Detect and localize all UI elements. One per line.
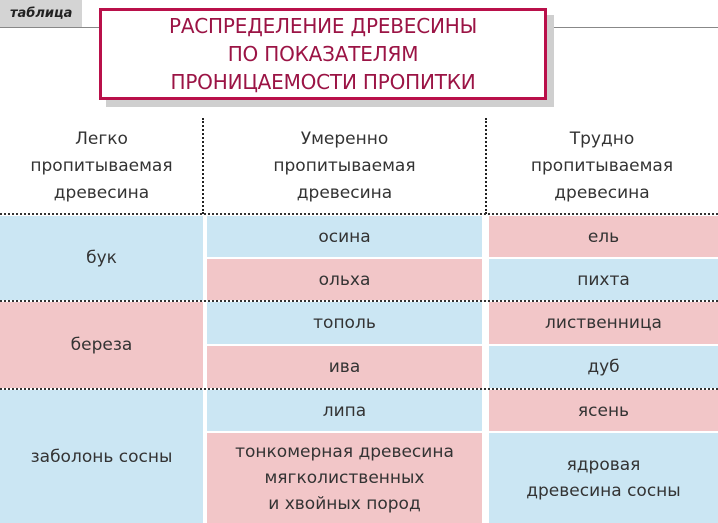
cell-moderate-1: осина [207,216,482,257]
title-line-2: ПО ПОКАЗАТЕЛЯМ [227,42,419,66]
title-line-3: ПРОНИЦАЕМОСТИ ПРОПИТКИ [170,70,476,94]
header-hard-line: древесина [554,182,650,203]
header-easy-line: пропитываемая [30,155,173,176]
cell-easy-1: бук [0,216,203,300]
cell-hard-4: дуб [489,346,718,388]
cell-moderate-6-line: мягколиственных [264,468,425,488]
header-divider [202,118,204,214]
cell-hard-1: ель [489,216,718,257]
header-easy-line: древесина [53,182,150,203]
table-tag: таблица [0,0,82,28]
cell-moderate-6-line: тонкомерная древесина [235,442,454,462]
cell-hard-6-line: древесина сосны [526,481,681,501]
header-easy-line: Легко [75,128,128,149]
header-hard [486,122,718,210]
row-divider [0,213,718,215]
cell-hard-2: пихта [489,259,718,300]
cell-moderate-6-line: и хвойных пород [268,494,421,514]
cell-moderate-5: липа [207,390,482,431]
header-hard-line: пропитываемая [530,155,674,176]
cell-moderate-6 [207,433,482,523]
cell-moderate-2: ольха [207,259,482,300]
row-divider [0,300,718,302]
cell-hard-3: лиственница [489,302,718,344]
cell-moderate-3: тополь [207,302,482,344]
cell-hard-6-line: ядровая [566,455,641,475]
header-divider [485,118,487,214]
header-moderate-line: Умеренно [300,128,389,149]
title-line-1: РАСПРЕДЕЛЕНИЕ ДРЕВЕСИНЫ [168,14,478,38]
cell-hard-5: ясень [489,390,718,431]
header-moderate-line: пропитываемая [273,155,416,176]
cell-moderate-4: ива [207,346,482,388]
header-moderate-line: древесина [296,182,393,203]
cell-easy-2: береза [0,302,203,388]
header-easy [0,122,203,210]
row-divider [0,388,718,390]
header-moderate [203,122,486,210]
cell-easy-3: заболонь сосны [0,390,203,523]
header-hard-line: Трудно [569,128,635,149]
title-box [99,8,547,100]
cell-hard-6 [489,433,718,523]
